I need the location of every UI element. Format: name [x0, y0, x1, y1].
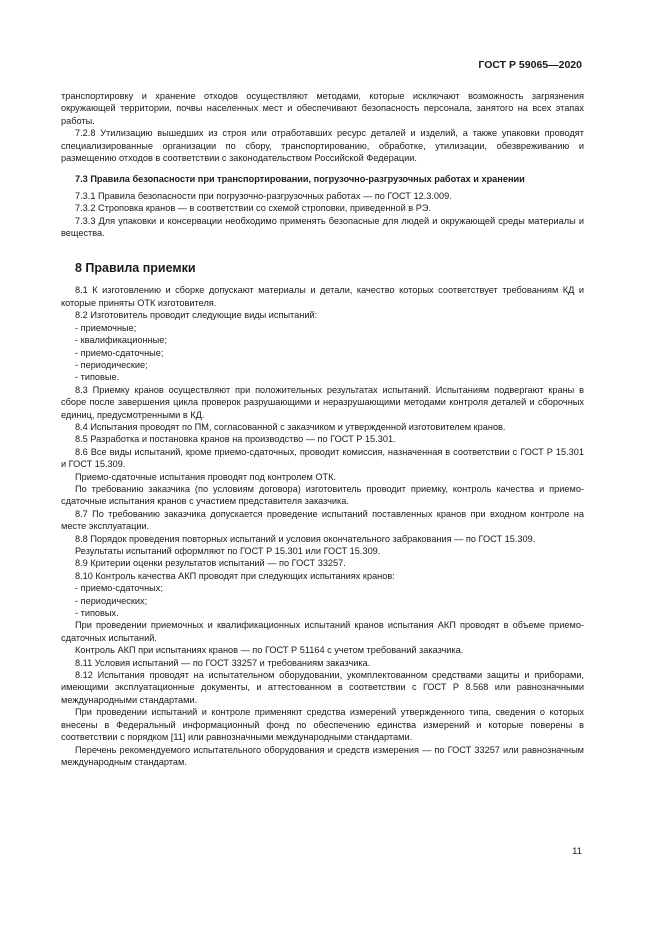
paragraph: 8.10 Контроль качества АКП проводят при следующих испытаниях кранов: — [75, 570, 395, 581]
paragraph: При проведении приемочных и квалификационных испытаний кранов испытания АКП проводят в объеме приемо-сдаточных испытаний. — [61, 620, 584, 643]
list-item: - приемо-сдаточные; — [75, 347, 164, 358]
list-item: - периодические; — [75, 359, 148, 370]
list-item: - периодических; — [75, 595, 148, 606]
paragraph: 7.3.2 Строповка кранов — в соответствии со схемой строповки, приведенной в РЭ. — [75, 203, 431, 214]
list-item: - типовые. — [75, 372, 120, 383]
paragraph: По требованию заказчика (по условиям договора) изготовитель проводит приемку, контроль качества и приемо-сдаточные испытания кранов с участием представителя заказчика. — [61, 483, 584, 507]
paragraph: 8.5 Разработка и постановка кранов на производство — по ГОСТ Р 15.301. — [75, 434, 396, 445]
list-item: - приемочные; — [75, 322, 137, 333]
paragraph: 8.8 Порядок проведения повторных испытаний и условия окончательного забракования — по ГОСТ 15.309. — [75, 533, 536, 544]
paragraph: 8.2 Изготовитель проводит следующие виды испытаний: — [75, 310, 318, 321]
paragraph: Перечень рекомендуемого испытательного оборудования и средств измерения — по ГОСТ 33257 или равнозначным международным стандартам. — [61, 744, 584, 767]
paragraph: 8.12 Испытания проводят на испытательном оборудовании, укомплектованном средствами защиты и приборами, имеющими эксплуатационные документы, и аттестованном в соответствии с ГОСТ Р 8.568 или равнозначными международными стандартами. — [61, 670, 584, 705]
paragraph: транспортировку и хранение отходов осуществляют методами, которые исключают возможность загрязнения окружающей территории, почвы населенных мест и обеспечивают безопасность персонала, занятого на всех этапах работы. — [61, 91, 584, 126]
page-number: 11 — [572, 846, 582, 857]
chapter-heading: 8 Правила приемки — [75, 261, 196, 276]
section-heading: 7.3 Правила безопасности при транспортировании, погрузочно-разгрузочных работах и хранении — [75, 174, 525, 185]
paragraph: 8.7 По требованию заказчика допускается проведение испытаний поставленных кранов при входном контроле на месте эксплуатации. — [61, 508, 584, 532]
paragraph: При проведении испытаний и контроле применяют средства измерений утвержденного типа, сведения о которых внесены в Федеральный информационный фонд по обеспечению единства измерений и которые поверены в соответствии с порядком [11] или равнозначными международными стандартами. — [61, 707, 584, 743]
paragraph: 8.4 Испытания проводят по ПМ, согласованной с заказчиком и утвержденной изготовителем кранов. — [75, 421, 506, 432]
paragraph: Контроль АКП при испытаниях кранов — по ГОСТ Р 51164 с учетом требований заказчика. — [75, 645, 464, 656]
list-item: - приемо-сдаточных; — [75, 583, 163, 594]
paragraph: 8.9 Критерии оценки результатов испытаний — по ГОСТ 33257. — [75, 558, 346, 569]
paragraph: 8.11 Условия испытаний — по ГОСТ 33257 и требованиям заказчика. — [75, 657, 371, 668]
paragraph: 7.3.1 Правила безопасности при погрузочно-разгрузочных работах — по ГОСТ 12.3.009. — [75, 190, 452, 201]
paragraph: 7.2.8 Утилизацию вышедших из строя или отработавших ресурс деталей и изделий, а также упаковки проводят специализированные организации по сбору, транспортированию, обработке, утилизации, обезвреживанию и размещению отходов в соответствии с законодательством Российской Федерации. — [61, 128, 584, 164]
list-item: - квалификационные; — [75, 335, 167, 346]
paragraph: Приемо-сдаточные испытания проводят под контролем ОТК. — [75, 471, 336, 482]
paragraph: 8.3 Приемку кранов осуществляют при положительных результатах испытаний. Испытаниям подвергают краны в сборе после завершения цикла проверок разрушающими и неразрушающими методами контроля деталей и сборочных единиц, предусмотренными в КД. — [61, 384, 584, 420]
paragraph: 7.3.3 Для упаковки и консервации необходимо применять безопасные для людей и окружающей среды материалы и вещества. — [61, 215, 584, 239]
document-body — [61, 90, 584, 768]
paragraph: 8.1 К изготовлению и сборке допускают материалы и детали, качество которых соответствует требованиям КД и которые приняты ОТК изготовителя. — [61, 285, 584, 308]
document-number: ГОСТ Р 59065—2020 — [478, 59, 582, 71]
list-item: - типовых. — [75, 608, 119, 619]
paragraph: Результаты испытаний оформляют по ГОСТ Р 15.301 или ГОСТ 15.309. — [75, 546, 381, 556]
paragraph: 8.6 Все виды испытаний, кроме приемо-сдаточных, проводит комиссия, назначенная в соответствии с ГОСТ Р 15.301 и ГОСТ 15.309. — [61, 446, 584, 470]
